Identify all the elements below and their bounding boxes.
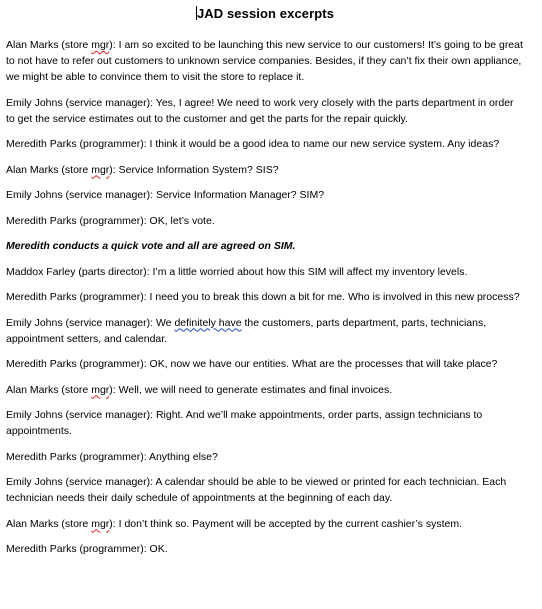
- paragraph[interactable]: Meredith Parks (programmer): Anything else?: [6, 450, 218, 463]
- paragraph[interactable]: Alan Marks (store mgr): Well, we will need to generate estimates and final invoices.: [6, 383, 393, 396]
- paragraph[interactable]: Meredith Parks (programmer): I need you to break this down a bit for me. Who is involved in this new process?: [6, 291, 520, 303]
- paragraph[interactable]: Emily Johns (service manager): We definitely have the customers, parts department, parts, technicians, appointment setters, and calendar.: [6, 316, 487, 345]
- paragraph[interactable]: Meredith Parks (programmer): OK, let’s vote.: [6, 214, 215, 227]
- spelling-flag[interactable]: mgr: [91, 39, 110, 51]
- paragraph-emphasis[interactable]: Meredith conducts a quick vote and all are agreed on SIM.: [6, 240, 296, 252]
- paragraph[interactable]: Alan Marks (store mgr): Service Information System? SIS?: [6, 163, 279, 176]
- paragraph[interactable]: Emily Johns (service manager): Yes, I agree! We need to work very closely with the parts department in order to get the service estimates out to the customer and get the parts for the repair quickly.: [6, 96, 514, 125]
- spelling-flag[interactable]: mgr: [91, 383, 110, 396]
- paragraph[interactable]: Meredith Parks (programmer): OK.: [6, 543, 168, 555]
- paragraph[interactable]: Emily Johns (service manager): A calendar should be able to be viewed or printed for each technician. Each technician needs their daily schedule of appointments at the beginning of each day.: [6, 476, 507, 504]
- paragraph[interactable]: Meredith Parks (programmer): I think it would be a good idea to name our new service system. Any ideas?: [6, 138, 500, 150]
- paragraph[interactable]: Emily Johns (service manager): Right. And we’ll make appointments, order parts, assign technicians to appointments.: [6, 409, 483, 437]
- paragraph[interactable]: Alan Marks (store mgr): I am so excited to be launching this new service to our customers! It’s going to be great to not have to refer out customers to unknown service companies. Besides, if they can’t fix their own appliance, we might be able to convince them to visit the store to replace it.: [6, 39, 523, 83]
- spelling-flag[interactable]: mgr: [91, 517, 110, 530]
- paragraph[interactable]: Meredith Parks (programmer): OK, now we have our entities. What are the processes that will take place?: [6, 358, 498, 370]
- spelling-flag[interactable]: mgr: [91, 163, 110, 176]
- paragraph[interactable]: Alan Marks (store mgr): I don’t think so. Payment will be accepted by the current cashier’s system.: [6, 517, 462, 530]
- document-title: JAD session excerpts: [196, 6, 335, 21]
- paragraph[interactable]: Maddox Farley (parts director): I’m a little worried about how this SIM will affect my inventory levels.: [6, 265, 468, 278]
- paragraph[interactable]: Emily Johns (service manager): Service Information Manager? SIM?: [6, 189, 325, 201]
- grammar-flag[interactable]: definitely have: [174, 316, 242, 329]
